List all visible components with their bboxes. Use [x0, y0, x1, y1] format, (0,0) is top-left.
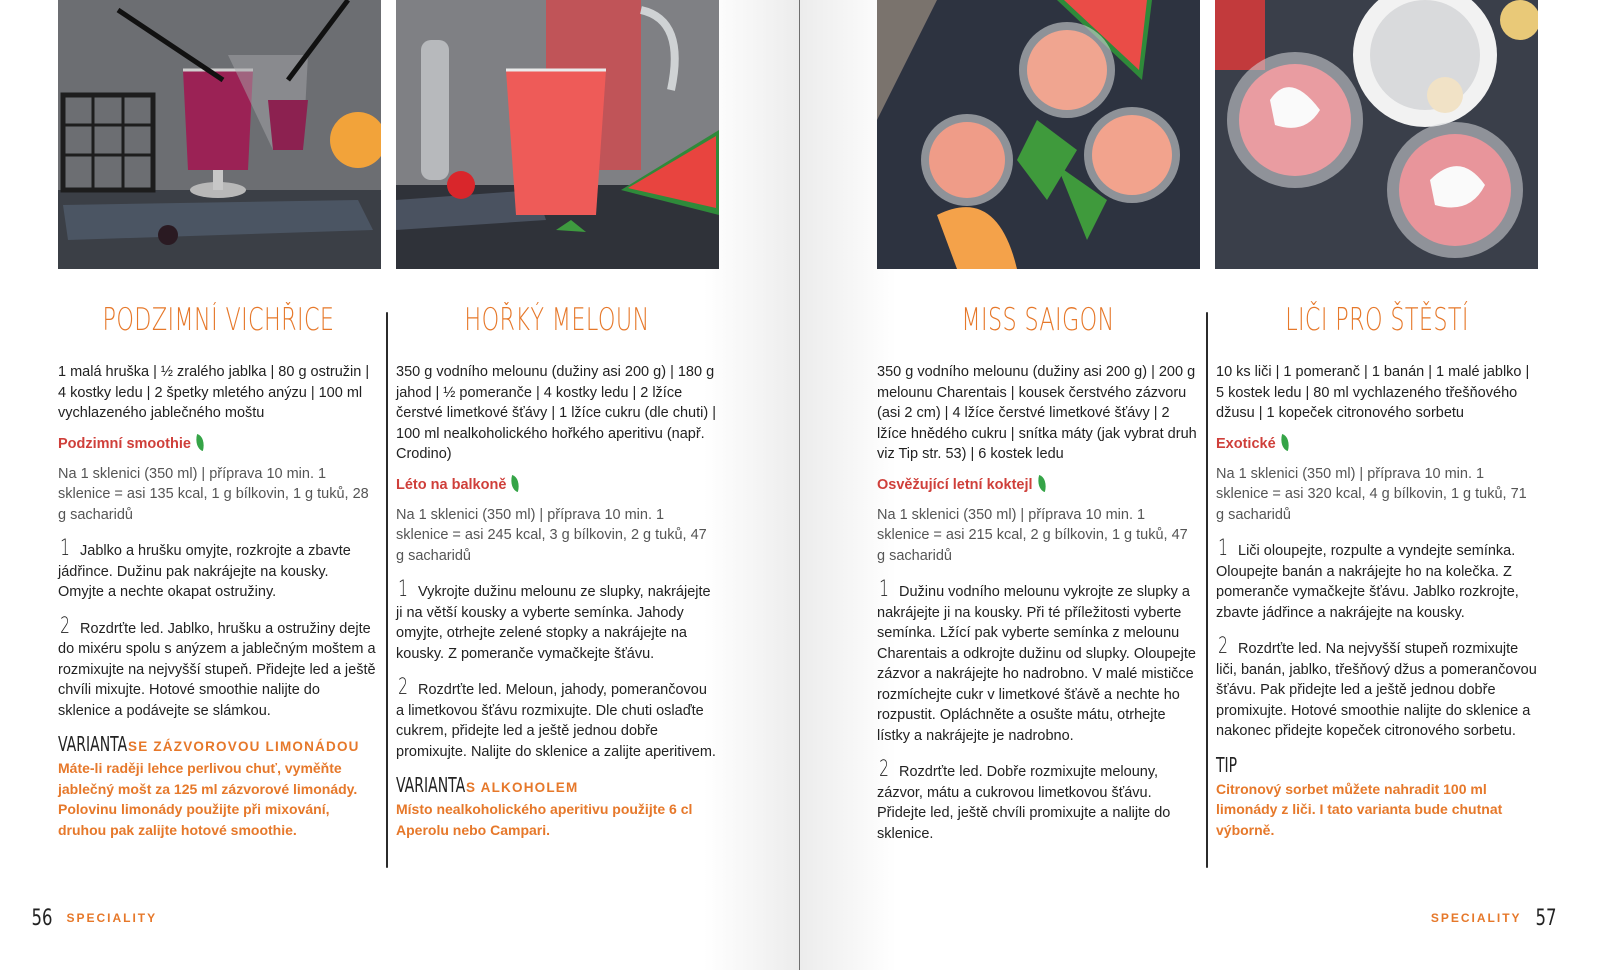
nutrition-info: Na 1 sklenici (350 ml) | příprava 10 min. 1 sklenice = asi 135 kcal, 1 g bílkovin, 1 g tuků, 28 g sacharidů [58, 465, 369, 523]
tip-text: Citronový sorbet můžete nahradit 100 ml limonády z liči. I tato varianta bude chutnat výborně. [1216, 780, 1503, 838]
recipe-horky-meloun [396, 300, 718, 840]
category-label: Léto na balkoně [396, 476, 507, 493]
section-label: SPECIALITY [66, 911, 158, 925]
variant-title: SE ZÁZVOROVOU LIMONÁDOU [128, 739, 360, 754]
step-number: 1 [60, 536, 70, 561]
recipe-category [396, 473, 718, 497]
step-1 [877, 577, 1199, 746]
section-label: SPECIALITY [1430, 911, 1522, 925]
step-text: Liči oloupejte, rozpulte a vyndejte semínka. Oloupejte banán a nakrájejte ho na kolečka. Z pomeranče vymačkejte šťávu. Jablko rozkrojte, zbavte jádřince a nakrájejte na kousky. [1216, 543, 1519, 621]
step-number: 1 [1218, 536, 1228, 561]
page-number: 57 [1535, 906, 1557, 931]
recipe-title: MISS SAIGON [961, 302, 1115, 338]
leaf-icon [1035, 474, 1049, 491]
step-2 [58, 613, 376, 722]
variant-label: VARIANTA [58, 732, 128, 756]
step-1 [58, 536, 376, 603]
step-text: Jablko a hrušku omyjte, rozkrojte a zbavte jádřince. Dužinu pak nakrájejte na kousky. Omyjte a nechte okapat ostružiny. [58, 543, 351, 600]
variant-text: Místo nealkoholického aperitivu použijte 6 cl Aperolu nebo Campari. [396, 801, 693, 838]
recipe-title: PODZIMNÍ VICHŘICE [102, 302, 335, 338]
ingredients: 350 g vodního melounu (dužiny asi 200 g) | 180 g jahod | ½ pomeranče | 4 kostky ledu | 2 lžíce čerstvé limetkové šťávy | 1 lžíce cukru (dle chuti) | 100 ml nealkoholického hořkého aperitivu (např. Crodino) [396, 364, 716, 462]
leaf-icon [1278, 433, 1292, 450]
left-folio [28, 906, 157, 931]
variant-title: S ALKOHOLEM [466, 780, 579, 795]
category-label: Osvěžující letní koktejl [877, 476, 1033, 493]
recipe-title: LIČI PRO ŠTĚSTÍ [1285, 302, 1469, 338]
nutrition-info: Na 1 sklenici (350 ml) | příprava 10 min. 1 sklenice = asi 215 kcal, 2 g bílkovin, 1 g tuků, 47 g sacharidů [877, 506, 1188, 564]
recipe-lici-pro-stesti [1216, 300, 1538, 840]
ingredients: 350 g vodního melounu (dužiny asi 200 g) | 200 g melounu Charentais | kousek čerstvého zázvoru (asi 2 cm) | 4 lžíce čerstvé limetkové šťávy | 2 lžíce hnědého cukru | snítka máty (jak vybrat druh viz Tip str. 53) | 6 kostek ledu [877, 364, 1197, 462]
recipe-miss-saigon [877, 300, 1199, 844]
recipe-podzimni-vichrice [58, 300, 376, 840]
ingredients: 1 malá hruška | ½ zralého jablka | 80 g ostružin | 4 kostky ledu | 2 špetky mletého anýzu | 100 ml vychlazeného jablečného moštu [58, 364, 370, 421]
right-page [800, 0, 1600, 970]
step-1 [1216, 536, 1538, 623]
step-2 [396, 675, 718, 762]
right-folio [1431, 906, 1560, 931]
page-number: 56 [31, 906, 53, 931]
column-divider [386, 312, 388, 868]
category-label: Podzimní smoothie [58, 435, 191, 452]
column-divider [1206, 312, 1208, 868]
step-number: 2 [879, 757, 889, 782]
photo-blackberry-smoothie [58, 0, 381, 269]
step-text: Rozdrťte led. Na nejvyšší stupeň rozmixujte liči, banán, jablko, třešňový džus a pomerančovou šťávu. Pak přidejte led a ještě jednou dobře promixujte. Hotové smoothie nalijte do sklenice a nakonec přidejte kopeček citronového sorbetu. [1216, 641, 1537, 739]
photo-lychee-smoothies [1215, 0, 1538, 269]
step-number: 1 [398, 577, 408, 602]
step-text: Dužinu vodního melounu vykrojte ze slupky a nakrájejte ji na kousky. Při té příležitosti vyberte semínka. Lžící pak vyberte semínka z melounu Charentais a odkrojte dužinu od slupky. Oloupejte zázvor a nakrájejte ho nadrobno. V malé mističce rozmíchejte cukr v limetkové šťávě a nechte ho rozpustit. Opláchněte a osušte mátu, otrhejte lístky a nakrájejte je nadrobno. [877, 584, 1196, 744]
step-1 [396, 577, 718, 664]
recipe-category [877, 473, 1199, 497]
ingredients: 10 ks liči | 1 pomeranč | 1 banán | 1 malé jablko | 5 kostek ledu | 80 ml vychlazeného třešňového džusu | 1 kopeček citronového sorbetu [1216, 364, 1530, 421]
step-2 [877, 757, 1199, 844]
variant-heading [396, 774, 718, 799]
step-text: Vykrojte dužinu melounu ze slupky, nakrájejte ji na větší kousky a vyberte semínka. Jahody omyjte, otrhejte zelené stopky a nakrájejte na kousky. Z pomeranče vymačkejte šťávu. [396, 584, 711, 662]
photo-melon-drinks [877, 0, 1200, 269]
variant-text: Máte-li raději lehce perlivou chuť, vyměňte jablečný mošt za 125 ml zázvorové limonády. Polovinu limonády použijte při mixování, druhou pak zalijte hotové smoothie. [58, 760, 358, 838]
recipe-category [1216, 432, 1538, 456]
nutrition-info: Na 1 sklenici (350 ml) | příprava 10 min. 1 sklenice = asi 320 kcal, 4 g bílkovin, 1 g tuků, 71 g sacharidů [1216, 465, 1527, 523]
step-text: Rozdrťte led. Meloun, jahody, pomerančovou a limetkovou šťávu rozmixujte. Dle chuti oslaďte cukrem, přidejte led a ještě jednou dobře promixujte. Nalijte do sklenice a zalijte aperitivem. [396, 682, 716, 760]
category-label: Exotické [1216, 435, 1276, 452]
step-text: Rozdrťte led. Dobře rozmixujte melouny, zázvor, mátu a cukrovou limetkovou šťávu. Přidejte led, ještě chvíli promixujte a nalijte do sklenice. [877, 764, 1171, 842]
leaf-icon [509, 474, 523, 491]
recipe-category [58, 432, 376, 456]
variant-heading [58, 733, 376, 758]
step-number: 2 [1218, 634, 1228, 659]
step-2 [1216, 634, 1538, 742]
step-number: 2 [398, 675, 408, 700]
step-number: 2 [60, 613, 70, 639]
nutrition-info: Na 1 sklenici (350 ml) | příprava 10 min. 1 sklenice = asi 245 kcal, 3 g bílkovin, 2 g tuků, 47 g sacharidů [396, 506, 707, 564]
tip-label: TIP [1216, 752, 1238, 777]
variant-label: VARIANTA [396, 773, 466, 797]
recipe-title: HOŘKÝ MELOUN [464, 302, 650, 338]
leaf-icon [193, 433, 207, 450]
photo-watermelon-drink [396, 0, 719, 269]
step-number: 1 [879, 577, 889, 602]
step-text: Rozdrťte led. Jablko, hrušku a ostružiny dejte do mixéru spolu s anýzem a jablečným moštem a rozmixujte na nejvyšší stupeň. Přidejte led a ještě chvíli mixujte. Hotové smoothie nalijte do sklenice a podávejte se slámkou. [58, 620, 376, 719]
tip-heading [1216, 754, 1538, 779]
